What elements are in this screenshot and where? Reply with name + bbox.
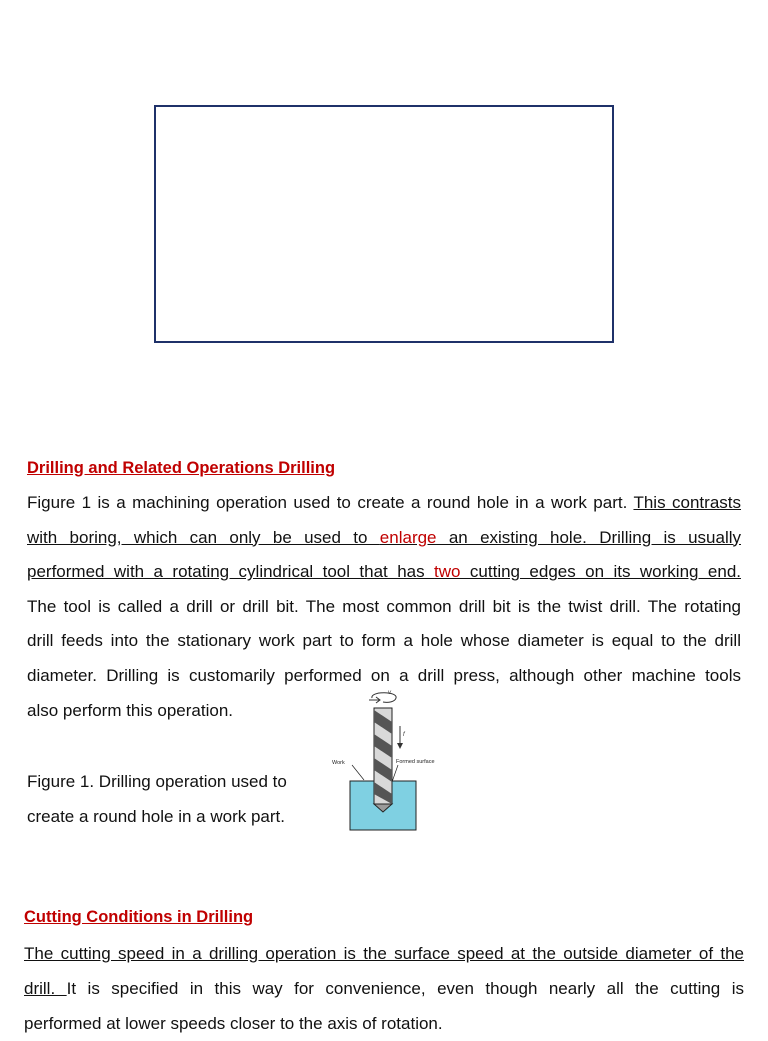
figure-caption: Figure 1. Drilling operation used to create a round hole in a work part. — [27, 772, 287, 826]
highlight-two: two — [434, 562, 461, 582]
section-heading-drilling: Drilling and Related Operations Drilling — [27, 459, 336, 477]
velocity-label: v — [388, 690, 391, 696]
paragraph-line: The tool is called a drill or drill bit. The most common drill bit is the twist drill. The rotating — [27, 596, 741, 616]
formed-surface-label: Formed surface — [396, 759, 435, 765]
paragraph-line: drill feeds into the stationary work part to form a hole whose diameter is equal to the drill — [27, 631, 741, 651]
drilling-diagram — [328, 688, 444, 834]
paragraph-line: diameter. Drilling is customarily performed on a drill press, although other machine tools — [27, 665, 741, 685]
rotation-arrow-icon — [372, 693, 396, 703]
paragraph-line: drill. It is specified in this way for convenience, even though nearly all the cutting is — [24, 979, 744, 998]
figure-frame — [154, 105, 614, 343]
paragraph-line: The cutting speed in a drilling operation is the surface speed at the outside diameter of the — [24, 944, 744, 963]
paragraph-line: also perform this operation. — [27, 700, 233, 720]
feed-label: f — [403, 732, 405, 738]
paragraph-line: Figure 1 is a machining operation used to create a round hole in a work part. This contrasts — [27, 493, 741, 512]
cutting-conditions-paragraph — [24, 936, 744, 1041]
work-label: Work — [332, 760, 345, 766]
drill-bit-icon — [374, 708, 392, 812]
paragraph-line: with boring, which can only be used to enlarge an existing hole. Drilling is usually — [27, 527, 741, 547]
highlight-enlarge: enlarge — [379, 527, 437, 547]
section-heading-cutting-conditions: Cutting Conditions in Drilling — [24, 908, 254, 926]
paragraph-line: performed at lower speeds closer to the axis of rotation. — [24, 1014, 443, 1033]
paragraph-line: performed with a rotating cylindrical tool that has two cutting edges on its working end. — [27, 562, 741, 582]
